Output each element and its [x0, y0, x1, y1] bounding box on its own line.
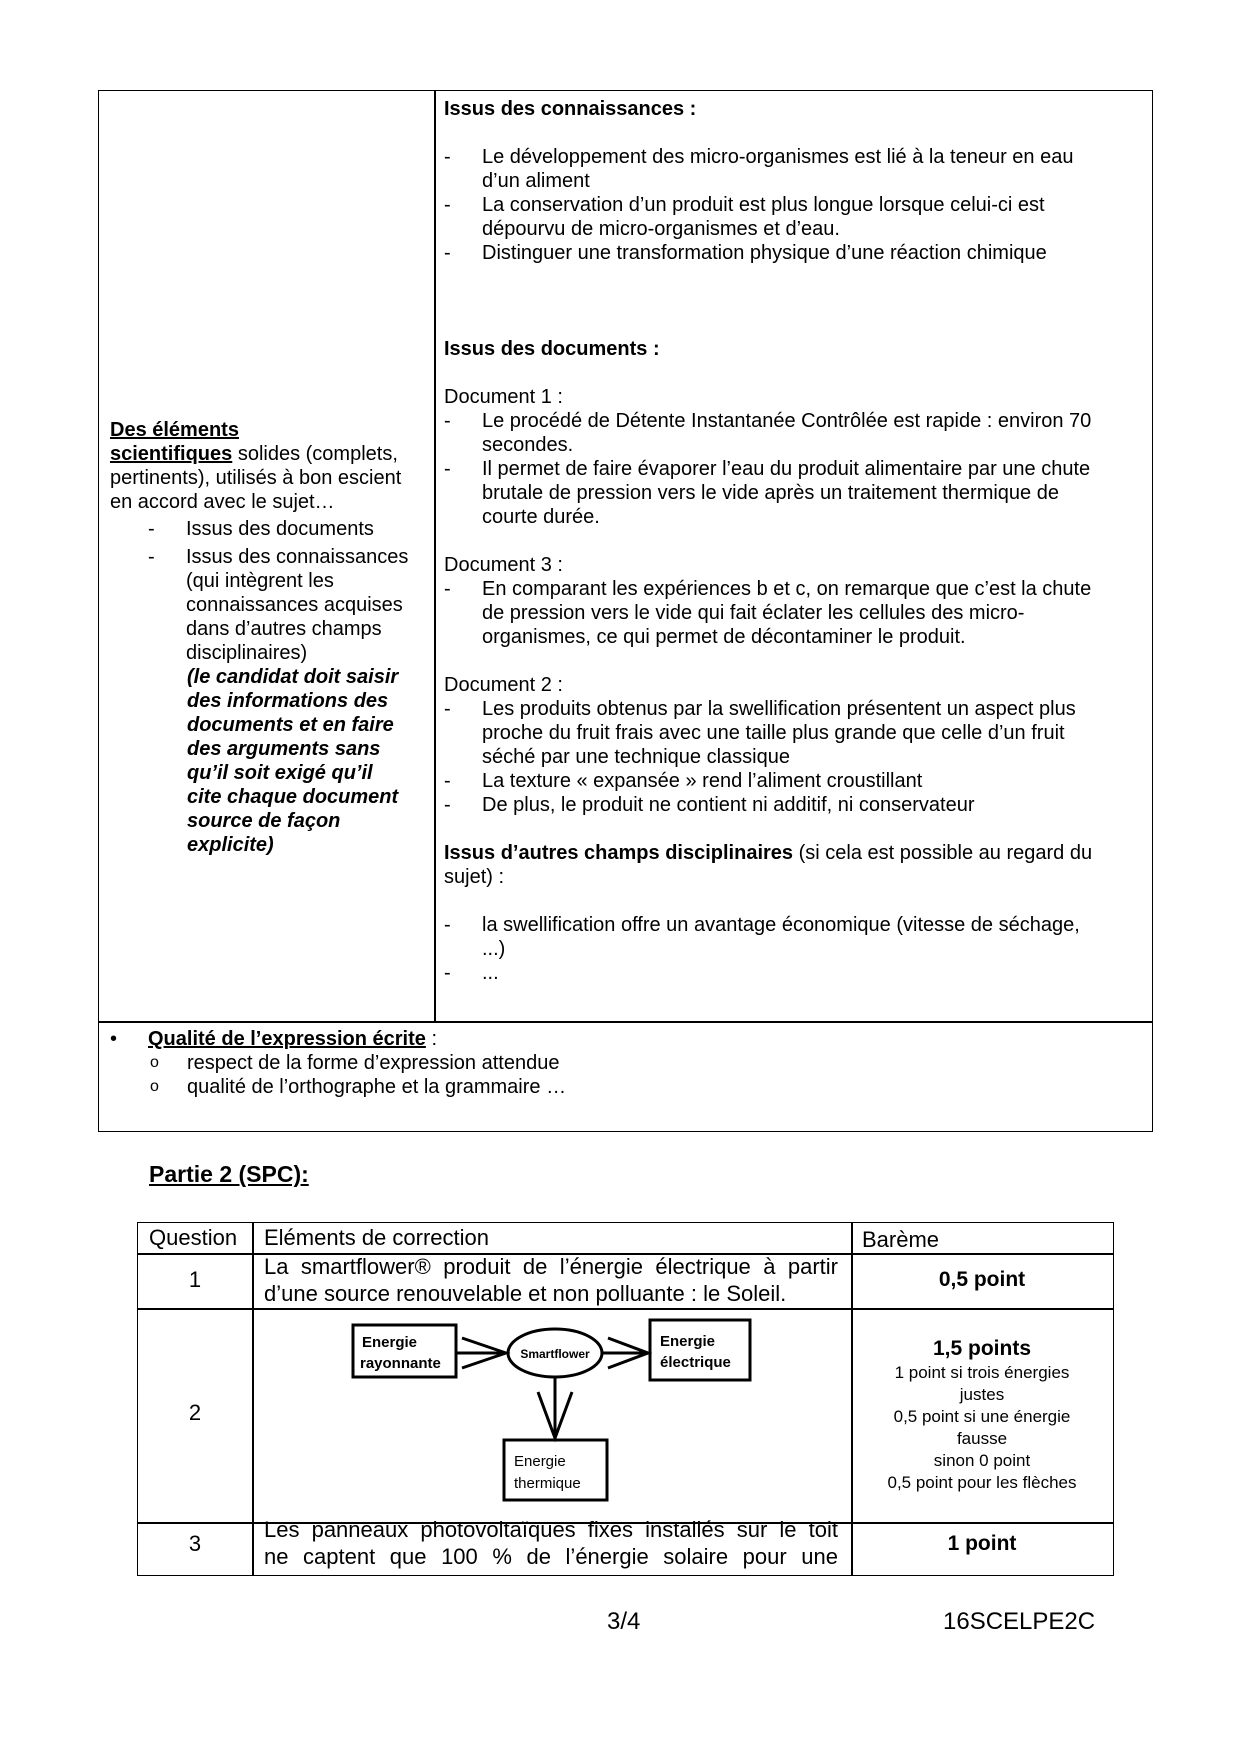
list-item: organismes, ce qui permet de décontaminer le produit. — [482, 626, 966, 648]
score-detail-line: 0,5 point pour les flèches — [887, 1473, 1077, 1492]
question-number: 1 — [188, 1267, 202, 1292]
score: 1,5 points — [932, 1337, 1032, 1360]
list-item: Les produits obtenus par la swellification présentent un aspect plus — [482, 698, 1076, 720]
question-number: 3 — [188, 1531, 202, 1556]
quality-item: qualité de l’orthographe et la grammaire … — [187, 1076, 567, 1098]
page-number: 3/4 — [607, 1608, 641, 1635]
circle-marker: o — [150, 1078, 159, 1095]
column-divider — [434, 91, 436, 1021]
diagram-label: thermique — [514, 1475, 581, 1492]
list-item: ... — [482, 962, 499, 984]
criteria-title-line2: scientifiques solides (complets, — [110, 443, 398, 465]
criteria-note: cite chaque document — [187, 786, 399, 808]
criteria-note: des informations des — [187, 690, 389, 712]
diagram-label: électrique — [660, 1354, 731, 1371]
criteria-bullet: Issus des connaissances — [186, 546, 409, 568]
list-item: proche du fruit frais avec une taille plus grande que celle d’un fruit — [482, 722, 1065, 744]
electric-energy-box — [650, 1320, 750, 1380]
score-detail-line: sinon 0 point — [933, 1451, 1031, 1470]
correction-text: La smartflower® produit de l’énergie électrique à partir — [264, 1254, 838, 1279]
criteria-bullet: disciplinaires) — [186, 642, 308, 664]
score-detail-line: 0,5 point si une énergie — [893, 1407, 1071, 1426]
criteria-bullet: dans d’autres champs — [186, 618, 382, 640]
diagram-label: Energie — [514, 1453, 566, 1470]
header-question: Question — [149, 1225, 238, 1250]
bullet-marker: • — [110, 1028, 118, 1050]
header-elements: Eléments de correction — [264, 1225, 489, 1250]
dash-marker: - — [444, 458, 451, 480]
row-divider — [138, 1308, 1113, 1310]
list-item: secondes. — [482, 434, 574, 456]
criteria-note: des arguments sans — [187, 738, 381, 760]
dash-marker: - — [444, 194, 451, 216]
list-item: Le procédé de Détente Instantanée Contrôlée est rapide : environ 70 — [482, 410, 1092, 432]
criteria-bullet: (qui intègrent les — [186, 570, 334, 592]
list-item: De plus, le produit ne contient ni additif, ni conservateur — [482, 794, 975, 816]
score-detail-line: fausse — [956, 1429, 1008, 1448]
documents-heading: Issus des documents : — [444, 338, 660, 360]
dash-marker: - — [444, 698, 451, 720]
list-item: la swellification offre un avantage économique (vitesse de séchage, — [482, 914, 1080, 936]
criteria-note: qu’il soit exigé qu’il — [187, 762, 373, 784]
criteria-bullet: Issus des documents — [186, 518, 374, 540]
criteria-note: explicite) — [187, 834, 274, 856]
knowledge-heading: Issus des connaissances : — [444, 98, 697, 120]
list-item: courte durée. — [482, 506, 600, 528]
dash-marker: - — [148, 546, 155, 568]
diagram-label: Energie — [660, 1333, 716, 1350]
other-fields-line: sujet) : — [444, 866, 505, 888]
score: 1 point — [947, 1532, 1017, 1555]
list-item: dépourvu de micro-organismes et d’eau. — [482, 218, 840, 240]
dash-marker: - — [444, 578, 451, 600]
criteria-note: documents et en faire — [187, 714, 394, 736]
other-fields-line: Issus d’autres champs disciplinaires (si cela est possible au regard du — [444, 842, 1093, 864]
score-detail-line: 1 point si trois énergies — [894, 1363, 1070, 1382]
circle-marker: o — [150, 1054, 159, 1071]
dash-marker: - — [148, 518, 155, 540]
criteria-title-line1: Des éléments — [110, 419, 239, 441]
list-item: d’un aliment — [482, 170, 590, 192]
document-label: Document 1 : — [444, 386, 563, 408]
list-item: La conservation d’un produit est plus longue lorsque celui-ci est — [482, 194, 1045, 216]
energy-chain-diagram — [340, 1312, 760, 1510]
score-detail-line: justes — [959, 1385, 1005, 1404]
criteria-note: (le candidat doit saisir — [187, 666, 399, 688]
score: 0,5 point — [938, 1268, 1026, 1291]
list-item: En comparant les expériences b et c, on remarque que c’est la chute — [482, 578, 1092, 600]
correction-text: d’une source renouvelable et non polluante : le Soleil. — [264, 1281, 787, 1306]
list-item: La texture « expansée » rend l’aliment croustillant — [482, 770, 923, 792]
dash-marker: - — [444, 770, 451, 792]
dash-marker: - — [444, 410, 451, 432]
quality-item: respect de la forme d’expression attendue — [187, 1052, 560, 1074]
dash-marker: - — [444, 146, 451, 168]
quality-heading-line: Qualité de l’expression écrite : — [148, 1028, 438, 1050]
criteria-bullet: connaissances acquises — [186, 594, 403, 616]
correction-text: ne captent que 100 % de l’énergie solaire pour une — [264, 1544, 838, 1569]
document-label: Document 3 : — [444, 554, 563, 576]
list-item: séché par une technique classique — [482, 746, 790, 768]
criteria-text: en accord avec le sujet… — [110, 491, 335, 513]
list-item: Le développement des micro-organismes est lié à la teneur en eau — [482, 146, 1074, 168]
row-divider — [99, 1021, 1152, 1023]
header-bareme: Barème — [862, 1227, 940, 1252]
dash-marker: - — [444, 794, 451, 816]
document-code: 16SCELPE2C — [943, 1608, 1096, 1635]
criteria-text: pertinents), utilisés à bon escient — [110, 467, 402, 489]
dash-marker: - — [444, 962, 451, 984]
correction-text: Les panneaux photovoltaïques fixes installés sur le toit — [264, 1517, 838, 1542]
question-number: 2 — [188, 1400, 202, 1425]
dash-marker: - — [444, 914, 451, 936]
dash-marker: - — [444, 242, 451, 264]
diagram-label: rayonnante — [360, 1355, 441, 1372]
score-detail — [852, 1362, 1112, 1494]
section-title: Partie 2 (SPC): — [149, 1161, 309, 1187]
list-item: ...) — [482, 938, 506, 960]
list-item: brutale de pression vers le vide après un traitement thermique de — [482, 482, 1059, 504]
list-item: de pression vers le vide qui fait éclater les cellules des micro- — [482, 602, 1025, 624]
list-item: Distinguer une transformation physique d’une réaction chimique — [482, 242, 1047, 264]
criteria-note: source de façon — [187, 810, 341, 832]
document-label: Document 2 : — [444, 674, 563, 696]
diagram-label: Smartflower — [520, 1347, 590, 1361]
list-item: Il permet de faire évaporer l’eau du produit alimentaire par une chute — [482, 458, 1091, 480]
diagram-label: Energie — [362, 1334, 418, 1351]
